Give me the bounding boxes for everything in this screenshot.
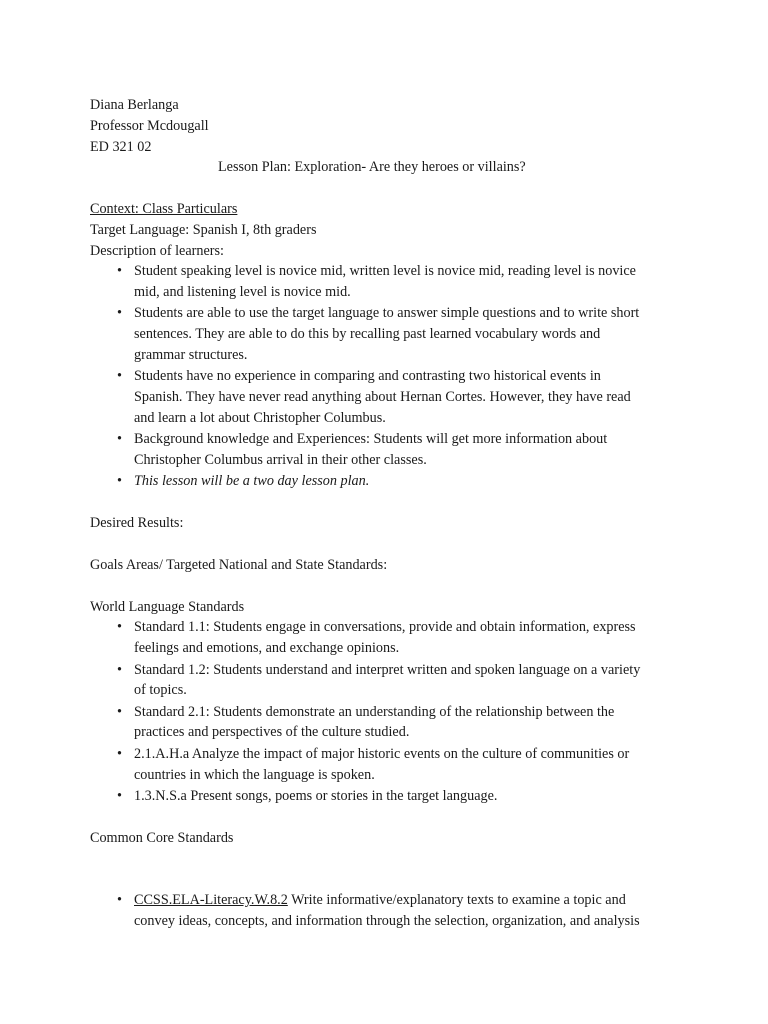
goals-heading: Goals Areas/ Targeted National and State Standards: <box>90 557 388 574</box>
ccss-standard-link[interactable]: CCSS.ELA-Literacy.W.8.2 <box>134 892 288 909</box>
lesson-title: Lesson Plan: Exploration- Are they heroes or villains? <box>218 159 526 176</box>
list-item <box>134 702 680 744</box>
list-item-line: • Student speaking level is novice mid, written level is novice mid, reading level is novice <box>134 263 636 280</box>
spacer <box>90 534 680 555</box>
list-item-line: Spanish. They have never read anything about Hernan Cortes. However, they have read <box>134 389 631 406</box>
list-item <box>134 471 680 492</box>
list-item-line: • This lesson will be a two day lesson plan. <box>134 473 370 490</box>
list-item-line: Christopher Columbus arrival in their other classes. <box>134 452 427 469</box>
list-item-line: • 1.3.N.S.a Present songs, poems or stories in the target language. <box>134 787 498 804</box>
spacer <box>90 807 680 828</box>
list-item <box>134 890 680 932</box>
spacer <box>90 178 680 199</box>
author-name: Diana Berlanga <box>90 97 179 113</box>
target-language: Target Language: Spanish I, 8th graders <box>90 221 317 238</box>
list-item-line: mid, and listening level is novice mid. <box>134 284 351 301</box>
list-item-line: grammar structures. <box>134 347 248 364</box>
list-item <box>134 617 680 659</box>
list-item <box>134 786 680 807</box>
list-item-line: countries in which the language is spoken. <box>134 766 375 783</box>
list-item <box>134 744 680 786</box>
list-item-line: practices and perspectives of the culture studied. <box>134 724 410 741</box>
list-item-line: • Students have no experience in comparing and contrasting two historical events in <box>134 368 601 385</box>
list-item-line: of topics. <box>134 682 187 699</box>
list-item-line: and learn a lot about Christopher Columbus. <box>134 409 386 426</box>
standard-description: Write informative/explanatory texts to examine a topic and <box>287 892 626 909</box>
spacer <box>90 869 680 890</box>
list-item <box>134 366 680 428</box>
common-core-standards-list <box>90 890 680 932</box>
list-item-line: • Background knowledge and Experiences: Students will get more information about <box>134 431 608 448</box>
world-language-heading: World Language Standards <box>90 598 245 615</box>
list-item-line: • Standard 1.2: Students understand and interpret written and spoken language on a variety <box>134 661 641 678</box>
list-item <box>134 429 680 471</box>
document-page <box>90 95 680 932</box>
list-item <box>134 303 680 365</box>
common-core-heading: Common Core Standards <box>90 829 234 846</box>
course-code: ED 321 02 <box>90 138 152 155</box>
list-item-line: • 2.1.A.H.a Analyze the impact of major historic events on the culture of communities or <box>134 745 630 762</box>
list-item-line: • Students are able to use the target language to answer simple questions and to write short <box>134 305 640 322</box>
list-item-line: sentences. They are able to do this by recalling past learned vocabulary words and <box>134 326 601 343</box>
list-item-line: feelings and emotions, and exchange opinions. <box>134 640 400 657</box>
context-heading: Context: Class Particulars <box>90 200 238 217</box>
list-item-line: convey ideas, concepts, and information through the selection, organization, and analysis <box>134 913 640 930</box>
spacer <box>90 576 680 597</box>
desired-results-heading: Desired Results: <box>90 515 184 532</box>
list-item-line: • Standard 2.1: Students demonstrate an understanding of the relationship between the <box>134 703 615 720</box>
spacer <box>90 493 680 514</box>
list-item-line <box>134 890 680 911</box>
spacer <box>90 849 680 870</box>
list-item <box>134 660 680 702</box>
learner-description-list <box>90 261 680 492</box>
list-item-line: • Standard 1.1: Students engage in conversations, provide and obtain information, express <box>134 619 636 636</box>
professor-name: Professor Mcdougall <box>90 117 209 134</box>
description-label: Description of learners: <box>90 242 224 259</box>
list-item <box>134 261 680 303</box>
world-language-standards-list <box>90 617 680 806</box>
